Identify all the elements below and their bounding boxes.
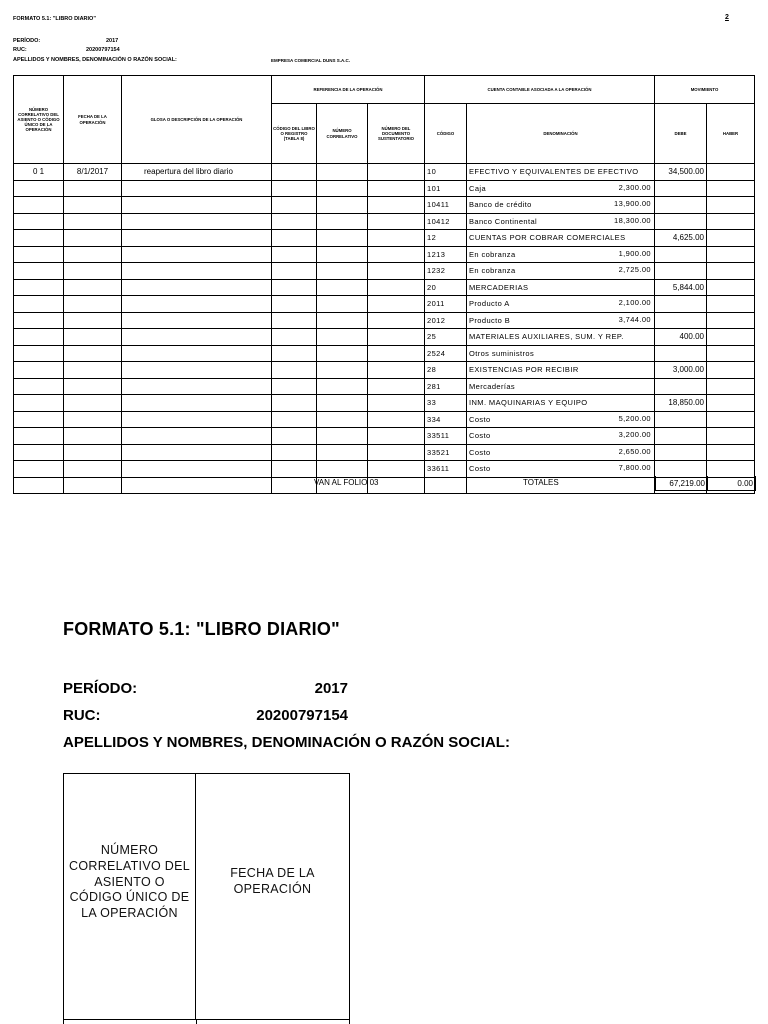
cell-haber: [707, 312, 755, 329]
table-row: [14, 263, 755, 280]
cell-codigo-libro: [272, 362, 317, 379]
cell-numero-documento: [368, 428, 425, 445]
table-row: [14, 296, 755, 313]
zoom-ruc-value: 20200797154: [256, 707, 348, 724]
cell-numero-documento: [368, 329, 425, 346]
cell-numero: [14, 296, 64, 313]
cell-codigo-libro: [272, 345, 317, 362]
cell-codigo: 2012: [425, 312, 467, 329]
cell-numero: [14, 246, 64, 263]
cell-haber: [707, 246, 755, 263]
zoom-col-fecha: [195, 773, 350, 1020]
cell-glosa: [122, 312, 272, 329]
table-row: [14, 213, 755, 230]
detalle-amount: 2,100.00: [618, 298, 651, 307]
cell-fecha: [64, 197, 122, 214]
cell-haber: [707, 329, 755, 346]
cell-denominacion: [467, 279, 655, 296]
zoom-col1-text: NÚMERO CORRELATIVO DEL ASIENTO O CÓDIGO ÚNICO DE LA OPERACIÓN: [69, 843, 190, 920]
cell-debe: 34,500.00: [655, 164, 707, 181]
cell-numero: [14, 461, 64, 478]
denominacion-text: Costo: [469, 414, 491, 424]
cell-haber: [707, 428, 755, 445]
denominacion-text: Otros suministros: [469, 348, 535, 358]
cell-haber: [707, 197, 755, 214]
cell-codigo: 101: [425, 180, 467, 197]
cell-numero-documento: [368, 213, 425, 230]
cell-numero-correlativo: [317, 329, 368, 346]
cell-codigo: 2524: [425, 345, 467, 362]
col-movimiento-group: MOVIMIENTO: [655, 76, 755, 104]
cell-denominacion: [467, 345, 655, 362]
denominacion-text: Mercaderías: [469, 381, 516, 391]
cell-numero-documento: [368, 345, 425, 362]
cell-debe: [655, 428, 707, 445]
denominacion-text: Banco de crédito: [469, 200, 532, 210]
cell-blank: [14, 477, 64, 494]
denominacion-text: En cobranza: [469, 249, 516, 259]
cell-numero: [14, 230, 64, 247]
denominacion-text: MERCADERIAS: [469, 282, 529, 292]
col-codigo-libro: CÓDIGO DEL LIBRO O REGISTRO (TABLA 8): [272, 104, 317, 164]
cell-codigo-libro: [272, 461, 317, 478]
cell-codigo-libro: [272, 213, 317, 230]
cell-codigo: 1213: [425, 246, 467, 263]
cell-glosa: [122, 461, 272, 478]
cell-codigo: 334: [425, 411, 467, 428]
denominacion-text: Costo: [469, 464, 491, 474]
total-haber: 0.00: [707, 476, 756, 491]
cell-codigo-libro: [272, 197, 317, 214]
ruc-label: RUC:: [13, 47, 27, 53]
cell-debe: [655, 197, 707, 214]
cell-codigo: 10412: [425, 213, 467, 230]
cell-fecha: [64, 345, 122, 362]
cell-debe: [655, 345, 707, 362]
cell-numero-documento: [368, 395, 425, 412]
cell-haber: [707, 213, 755, 230]
col-debe: DEBE: [655, 104, 707, 164]
cell-haber: [707, 461, 755, 478]
cell-codigo-libro: [272, 312, 317, 329]
ruc-value: 20200797154: [86, 47, 120, 53]
cell-glosa: [122, 378, 272, 395]
cell-haber: [707, 230, 755, 247]
cell-glosa: [122, 213, 272, 230]
denominacion-text: EXISTENCIAS POR RECIBIR: [469, 365, 579, 375]
table-row: [14, 197, 755, 214]
table-row: [14, 312, 755, 329]
denominacion-text: CUENTAS POR COBRAR COMERCIALES: [469, 233, 626, 243]
table-row: [14, 428, 755, 445]
cell-codigo: 33511: [425, 428, 467, 445]
col-referencia-group: REFERENCIA DE LA OPERACIÓN: [272, 76, 425, 104]
table-row: [14, 345, 755, 362]
razon-value: EMPRESA COMERCIAL DUNS S.A.C.: [271, 58, 351, 63]
cell-numero: [14, 213, 64, 230]
cell-glosa: [122, 197, 272, 214]
cell-numero-correlativo: [317, 461, 368, 478]
cell-fecha: [64, 312, 122, 329]
cell-denominacion: [467, 329, 655, 346]
cell-numero: [14, 444, 64, 461]
denominacion-text: INM. MAQUINARIAS Y EQUIPO: [469, 398, 588, 408]
table-row: [14, 378, 755, 395]
cell-denominacion: [467, 411, 655, 428]
cell-denominacion: [467, 230, 655, 247]
cell-blank: [467, 477, 655, 494]
col-codigo: CÓDIGO: [425, 104, 467, 164]
cell-codigo: 33521: [425, 444, 467, 461]
detalle-amount: 2,725.00: [618, 265, 651, 274]
cell-codigo-libro: [272, 444, 317, 461]
cell-glosa: [122, 246, 272, 263]
cell-haber: [707, 279, 755, 296]
cell-fecha: 8/1/2017: [64, 164, 122, 181]
periodo-label: PERÍODO:: [13, 38, 41, 44]
denominacion-text: En cobranza: [469, 266, 516, 276]
table-row: [14, 395, 755, 412]
cell-numero-correlativo: [317, 444, 368, 461]
cell-numero-documento: [368, 246, 425, 263]
cell-fecha: [64, 213, 122, 230]
detalle-amount: 3,200.00: [618, 430, 651, 439]
cell-numero-documento: [368, 180, 425, 197]
cell-codigo-libro: [272, 230, 317, 247]
col-haber: HABER: [707, 104, 755, 164]
cell-codigo: 12: [425, 230, 467, 247]
cell-numero-documento: [368, 197, 425, 214]
cell-fecha: [64, 395, 122, 412]
cell-numero: [14, 263, 64, 280]
cell-glosa: [122, 296, 272, 313]
cell-glosa: [122, 180, 272, 197]
cell-glosa: reapertura del libro diario: [122, 164, 272, 181]
cell-numero-correlativo: [317, 428, 368, 445]
denominacion-text: Caja: [469, 183, 487, 193]
cell-numero-correlativo: [317, 296, 368, 313]
cell-debe: [655, 312, 707, 329]
denominacion-text: Banco Continental: [469, 216, 538, 226]
cell-haber: [707, 345, 755, 362]
cell-denominacion: [467, 395, 655, 412]
cell-haber: [707, 362, 755, 379]
cell-denominacion: [467, 296, 655, 313]
cell-codigo-libro: [272, 164, 317, 181]
cell-codigo-libro: [272, 180, 317, 197]
col-numero-documento: NÚMERO DEL DOCUMENTO SUSTENTATORIO: [368, 104, 425, 164]
cell-numero-correlativo: [317, 312, 368, 329]
cell-codigo-libro: [272, 329, 317, 346]
cell-glosa: [122, 395, 272, 412]
cell-blank: [425, 477, 467, 494]
cell-haber: [707, 378, 755, 395]
cell-fecha: [64, 444, 122, 461]
table-row: [14, 362, 755, 379]
cell-codigo: 28: [425, 362, 467, 379]
table-row: [14, 180, 755, 197]
cell-numero-correlativo: [317, 246, 368, 263]
table-row: [14, 246, 755, 263]
cell-debe: [655, 411, 707, 428]
table-row: [14, 329, 755, 346]
cell-denominacion: [467, 444, 655, 461]
cell-numero-correlativo: [317, 395, 368, 412]
cell-glosa: [122, 411, 272, 428]
cell-denominacion: [467, 180, 655, 197]
cell-blank: [122, 477, 272, 494]
cell-numero-correlativo: [317, 180, 368, 197]
cell-denominacion: [467, 378, 655, 395]
table-row: [14, 230, 755, 247]
cell-numero: [14, 279, 64, 296]
zoom-col-numero-correlativo: [63, 773, 196, 1020]
col-numero-correlativo-ref: NÚMERO CORRELATIVO: [317, 104, 368, 164]
cell-debe: [655, 378, 707, 395]
cell-codigo: 25: [425, 329, 467, 346]
cell-numero-documento: [368, 362, 425, 379]
cell-glosa: [122, 279, 272, 296]
detalle-amount: 2,650.00: [618, 446, 651, 456]
zoom-periodo-label: PERÍODO:: [63, 680, 138, 697]
cell-haber: [707, 444, 755, 461]
cell-denominacion: [467, 164, 655, 181]
cell-numero: [14, 395, 64, 412]
cell-numero-correlativo: [317, 345, 368, 362]
cell-codigo-libro: [272, 395, 317, 412]
cell-denominacion: [467, 428, 655, 445]
cell-numero-documento: [368, 164, 425, 181]
cell-debe: [655, 213, 707, 230]
cell-denominacion: [467, 263, 655, 280]
cell-numero: [14, 312, 64, 329]
table-row: [14, 279, 755, 296]
detalle-amount: 1,900.00: [618, 248, 651, 258]
cell-numero-correlativo: [317, 230, 368, 247]
cell-haber: [707, 164, 755, 181]
cell-denominacion: [467, 213, 655, 230]
cell-fecha: [64, 378, 122, 395]
cell-numero-documento: [368, 411, 425, 428]
zoom-ruc-label: RUC:: [63, 707, 101, 724]
cell-haber: [707, 180, 755, 197]
zoom-col2-text: FECHA DE LA OPERACIÓN: [230, 865, 315, 896]
cell-fecha: [64, 296, 122, 313]
cell-numero-correlativo: [317, 411, 368, 428]
zoom-periodo-value: 2017: [314, 680, 348, 697]
cell-denominacion: [467, 246, 655, 263]
cell-numero: [14, 197, 64, 214]
cell-codigo: 33611: [425, 461, 467, 478]
table-row: [14, 444, 755, 461]
denominacion-text: Producto A: [469, 299, 510, 309]
cell-numero: [14, 362, 64, 379]
denominacion-text: Costo: [469, 431, 491, 441]
cell-denominacion: [467, 197, 655, 214]
cell-debe: [655, 246, 707, 263]
col-glosa: GLOSA O DESCRIPCIÓN DE LA OPERACIÓN: [122, 76, 272, 164]
cell-debe: [655, 180, 707, 197]
cell-codigo: 2011: [425, 296, 467, 313]
cell-debe: 18,850.00: [655, 395, 707, 412]
cell-fecha: [64, 329, 122, 346]
zoom-razon-label: APELLIDOS Y NOMBRES, DENOMINACIÓN O RAZÓN SOCIAL:: [63, 734, 510, 751]
cell-numero-correlativo: [317, 378, 368, 395]
cell-debe: [655, 444, 707, 461]
cell-numero-documento: [368, 461, 425, 478]
col-denominacion: DENOMINACIÓN: [467, 104, 655, 164]
cell-denominacion: [467, 312, 655, 329]
cell-fecha: [64, 461, 122, 478]
cell-numero-correlativo: [317, 362, 368, 379]
cell-codigo: 10: [425, 164, 467, 181]
detalle-amount: 7,800.00: [618, 463, 651, 472]
cell-fecha: [64, 263, 122, 280]
detalle-amount: 5,200.00: [618, 413, 651, 423]
cell-numero: [14, 378, 64, 395]
cell-codigo: 20: [425, 279, 467, 296]
cell-numero: [14, 428, 64, 445]
cell-glosa: [122, 362, 272, 379]
cell-glosa: [122, 444, 272, 461]
cell-glosa: [122, 428, 272, 445]
cell-fecha: [64, 279, 122, 296]
cell-glosa: [122, 230, 272, 247]
cell-codigo-libro: [272, 428, 317, 445]
cell-fecha: [64, 180, 122, 197]
cell-codigo-libro: [272, 378, 317, 395]
cell-haber: [707, 411, 755, 428]
cell-fecha: [64, 428, 122, 445]
cell-debe: 4,625.00: [655, 230, 707, 247]
cell-numero-correlativo: [317, 197, 368, 214]
cell-numero: [14, 345, 64, 362]
cell-glosa: [122, 329, 272, 346]
ledger-table: [13, 75, 755, 494]
cell-denominacion: [467, 362, 655, 379]
cell-numero-correlativo: [317, 213, 368, 230]
total-debe: 67,219.00: [655, 476, 708, 491]
cell-codigo: 1232: [425, 263, 467, 280]
cell-numero-documento: [368, 312, 425, 329]
cell-codigo-libro: [272, 411, 317, 428]
table-row: [14, 164, 755, 181]
cell-numero-correlativo: [317, 279, 368, 296]
cell-numero-documento: [368, 378, 425, 395]
col-fecha: FECHA DE LA OPERACIÓN: [64, 76, 122, 164]
cell-blank: [64, 477, 122, 494]
cell-fecha: [64, 362, 122, 379]
detalle-amount: 2,300.00: [618, 182, 651, 192]
cell-codigo: 10411: [425, 197, 467, 214]
cell-fecha: [64, 411, 122, 428]
cell-numero: [14, 329, 64, 346]
cell-glosa: [122, 263, 272, 280]
zoom-title: FORMATO 5.1: "LIBRO DIARIO": [63, 619, 340, 639]
denominacion-text: MATERIALES AUXILIARES, SUM. Y REP.: [469, 332, 624, 342]
cell-numero-documento: [368, 263, 425, 280]
col-numero-correlativo: NÚMERO CORRELATIVO DEL ASIENTO O CÓDIGO ÚNICO DE LA OPERACIÓN: [14, 76, 64, 164]
periodo-value: 2017: [106, 38, 119, 44]
cell-debe: 5,844.00: [655, 279, 707, 296]
denominacion-text: EFECTIVO Y EQUIVALENTES DE EFECTIVO: [469, 167, 639, 177]
cell-debe: [655, 296, 707, 313]
detalle-amount: 18,300.00: [614, 215, 651, 225]
cell-numero-documento: [368, 279, 425, 296]
ledger-body: [14, 164, 755, 494]
cell-blank: [272, 477, 317, 494]
cell-codigo-libro: [272, 263, 317, 280]
detalle-amount: 13,900.00: [614, 199, 651, 208]
cell-debe: [655, 263, 707, 280]
zoom-table-continuation: [63, 1019, 350, 1024]
cell-codigo-libro: [272, 279, 317, 296]
cell-codigo-libro: [272, 246, 317, 263]
cell-numero-correlativo: [317, 263, 368, 280]
cell-codigo: 33: [425, 395, 467, 412]
cell-numero: [14, 411, 64, 428]
cell-numero: 0 1: [14, 164, 64, 181]
cell-haber: [707, 263, 755, 280]
format-title: FORMATO 5.1: "LIBRO DIARIO": [13, 16, 96, 22]
cell-debe: 3,000.00: [655, 362, 707, 379]
cell-fecha: [64, 246, 122, 263]
table-row-blank: [14, 477, 755, 494]
cell-fecha: [64, 230, 122, 247]
cell-numero-documento: [368, 444, 425, 461]
razon-label: APELLIDOS Y NOMBRES, DENOMINACIÓN O RAZÓN SOCIAL:: [13, 57, 177, 63]
cell-haber: [707, 395, 755, 412]
van-al-folio: VAN AL FOLIO 03: [314, 478, 379, 487]
table-row: [14, 411, 755, 428]
detalle-amount: 3,744.00: [618, 314, 651, 324]
totales-label: TOTALES: [523, 478, 559, 487]
table-row: [14, 461, 755, 478]
cell-codigo-libro: [272, 296, 317, 313]
cell-denominacion: [467, 461, 655, 478]
cell-glosa: [122, 345, 272, 362]
cell-numero-documento: [368, 296, 425, 313]
cell-haber: [707, 296, 755, 313]
cell-numero-documento: [368, 230, 425, 247]
col-cuenta-group: CUENTA CONTABLE ASOCIADA A LA OPERACIÓN: [425, 76, 655, 104]
cell-debe: 400.00: [655, 329, 707, 346]
cell-debe: [655, 461, 707, 478]
page-number: 2: [725, 14, 729, 21]
cell-codigo: 281: [425, 378, 467, 395]
denominacion-text: Costo: [469, 447, 491, 457]
cell-numero-correlativo: [317, 164, 368, 181]
cell-numero: [14, 180, 64, 197]
denominacion-text: Producto B: [469, 315, 511, 325]
